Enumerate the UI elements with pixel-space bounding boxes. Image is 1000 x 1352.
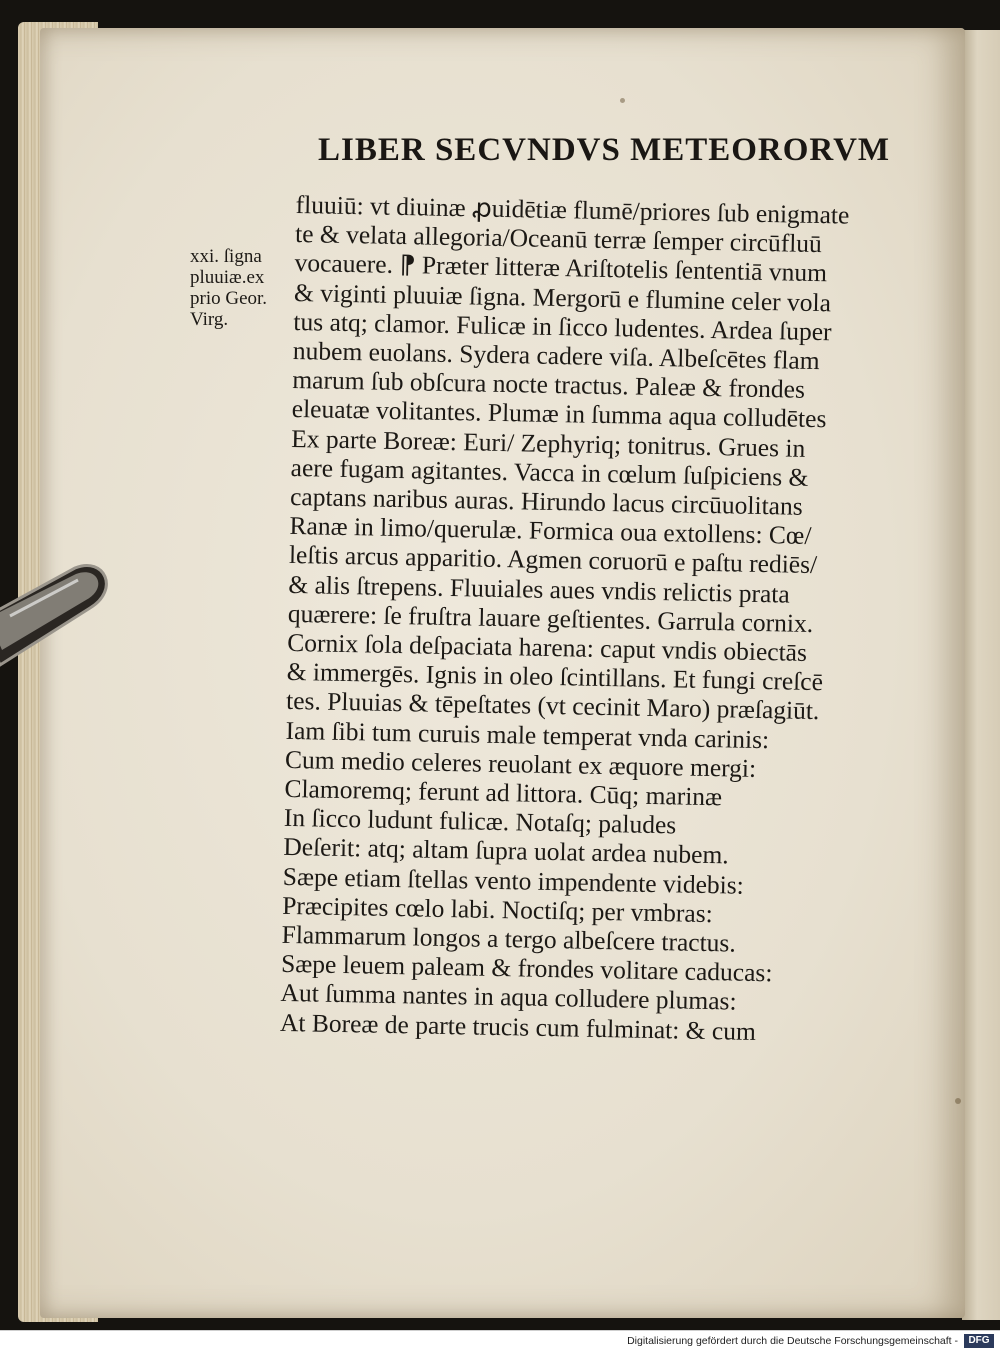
text-line: captans naribus auras. Hirundo lacus circūuolitans: [289, 481, 803, 521]
marginal-note-line: Virg.: [190, 309, 229, 330]
text-line: Sæpe etiam ſtellas vento impendente videbis:: [282, 861, 745, 900]
text-line: At Boreæ de parte trucis cum fulminat: & cum: [279, 1007, 757, 1046]
text-line: aere fugam agitantes. Vacca in cœlum ſuſpiciens &: [290, 452, 809, 492]
text-line: fluuiū: vt diuinæ ꝓuidētiæ flumē/priores ſub enigmate: [295, 190, 850, 230]
text-line: Præcipites cœlo labi. Noctiſq; per vmbras:: [281, 890, 714, 929]
marginal-note-line: xxi. ſigna: [190, 246, 262, 267]
text-line: & immergēs. Ignis in oleo ſcintillans. Et fungi creſcē: [286, 657, 824, 697]
footer-bar: [0, 1330, 1000, 1352]
text-line: Cum medio celeres reuolant ex æquore mergi:: [284, 744, 757, 783]
text-line: leſtis arcus apparitio. Agmen coruorū e paſtu rediēs/: [288, 540, 818, 580]
page-clip: [0, 560, 130, 670]
text-line: Cornix ſola deſpaciata harena: caput vndis obiectās: [287, 627, 808, 667]
text-line: Deſerit: atq; altam ſupra uolat ardea nubem.: [283, 832, 729, 870]
text-line: Ex parte Boreæ: Euri/ Zephyriq; tonitrus. Grues in: [290, 423, 806, 463]
text-line: In ſicco ludunt fulicæ. Notaſq; paludes: [283, 803, 677, 840]
text-line: tes. Pluuias & tēpeſtates (vt cecinit Maro) præſagiūt.: [285, 686, 820, 726]
text-line: Clamoremq; ferunt ad littora. Cūq; marinæ: [284, 773, 723, 812]
running-title: LIBER SECVNDVS METEORORVM: [318, 132, 891, 168]
text-line: marum ſub obſcura nocte tractus. Paleæ & frondes: [292, 365, 806, 405]
body-text: [280, 190, 916, 1049]
text-line: vocauere. ⁋ Præter litteræ Ariſtotelis ſententiā vnum: [294, 248, 828, 288]
text-line: te & velata allegoria/Oceanū terræ ſemper circūfluū: [294, 219, 823, 259]
ink-spot: [955, 1098, 961, 1104]
text-line: & viginti pluuiæ ſigna. Mergorū e flumine celer vola: [293, 277, 832, 317]
text-line: nubem euolans. Sydera cadere viſa. Albeſcētes flam: [292, 335, 820, 376]
text-line: Aut ſumma nantes in aqua colludere plumas:: [280, 978, 737, 1017]
text-line: Ranæ in limo/querulæ. Formica oua extollens: Cœ/: [289, 511, 812, 551]
text-line: quærere: ſe fruſtra lauare geſtientes. Garrula cornix.: [287, 598, 814, 638]
text-line: eleuatæ volitantes. Plumæ in ſumma aqua colludētes: [291, 394, 827, 434]
text-line: & alis ſtrepens. Fluuiales aues vndis relictis prata: [288, 569, 791, 609]
text-line: Flammarum longos a tergo albeſcere tractus.: [281, 919, 737, 958]
footer-credit: Digitalisierung gefördert durch die Deutsche Forschungsgemeinschaft -: [627, 1335, 958, 1347]
marginal-note-line: prio Geor.: [190, 288, 268, 309]
text-line: Sæpe leuem paleam & frondes volitare caducas:: [280, 949, 773, 988]
text-line: tus atq; clamor. Fulicæ in ſicco ludentes. Ardea ſuper: [293, 306, 832, 347]
ink-spot: [620, 98, 625, 103]
marginal-note: [190, 246, 290, 330]
marginal-note-line: pluuiæ.ex: [190, 267, 265, 288]
text-line: Iam ſibi tum curuis male temperat vnda carinis:: [285, 715, 770, 754]
dfg-logo: DFG: [964, 1334, 994, 1348]
facing-page-edge: [962, 30, 1000, 1320]
